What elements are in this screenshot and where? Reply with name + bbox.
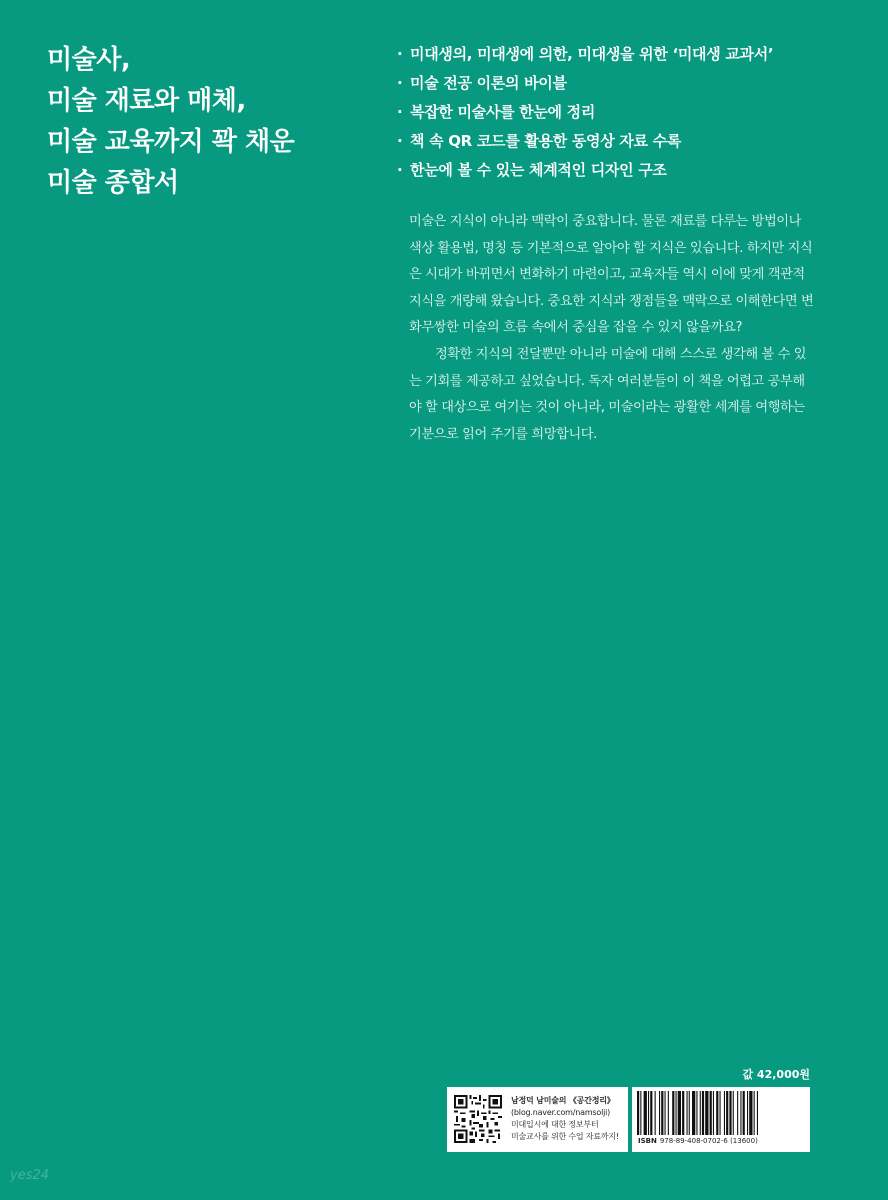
- feature-text: 미대생의, 미대생에 의한, 미대생을 위한 ‘미대생 교과서’: [410, 45, 774, 63]
- blog-info: [511, 1095, 619, 1143]
- feature-text: 책 속 QR 코드를 활용한 동영상 자료 수록: [410, 132, 682, 150]
- isbn-label: ISBN: [638, 1137, 657, 1145]
- price-label: 값 42,000원: [742, 1068, 810, 1081]
- isbn-number: 978-89-408-0702-6 (13600): [659, 1137, 758, 1145]
- bullet-marker: ·: [397, 103, 403, 121]
- headline-line: 미술 종합서: [47, 168, 179, 198]
- feature-text: 한눈에 볼 수 있는 체계적인 디자인 구조: [410, 161, 667, 179]
- blog-desc-2: 미술교사를 위한 수업 자료까지!: [511, 1132, 619, 1141]
- isbn-line: [638, 1137, 758, 1145]
- feature-text: 복잡한 미술사를 한눈에 정리: [410, 103, 596, 121]
- blog-name: 남정덕 남미술의 《공간정리》: [511, 1096, 615, 1105]
- feature-item: [397, 69, 773, 98]
- headline: [47, 40, 294, 204]
- qr-code-icon[interactable]: [454, 1095, 502, 1143]
- blog-desc-1: 미대입시에 대한 정보부터: [511, 1120, 599, 1129]
- headline-line: 미술사,: [47, 45, 131, 75]
- feature-item: [397, 98, 773, 127]
- watermark-logo: yes24: [10, 1168, 50, 1183]
- feature-list: [397, 40, 773, 185]
- barcode-icon: [637, 1091, 805, 1135]
- blog-url[interactable]: (blog.naver.com/namsolji): [511, 1108, 611, 1117]
- qr-info-box: [447, 1087, 628, 1152]
- feature-item: [397, 127, 773, 156]
- bullet-marker: ·: [397, 74, 403, 92]
- bullet-marker: ·: [397, 45, 403, 63]
- description-paragraph: 정확한 지식의 전달뿐만 아니라 미술에 대해 스스로 생각해 볼 수 있는 기회를 제공하고 싶었습니다. 독자 여러분들이 이 책을 어렵고 공부해야 할 대상으로 여기는 것이 아니라, 미술이라는 광활한 세계를 여행하는 기분으로 읽어 주기를 희망합니다.: [409, 346, 807, 442]
- feature-item: [397, 40, 773, 69]
- headline-line: 미술 교육까지 꽉 채운: [47, 127, 295, 157]
- feature-text: 미술 전공 이론의 바이블: [410, 74, 567, 92]
- feature-item: [397, 156, 773, 185]
- description-paragraph: 미술은 지식이 아니라 맥락이 중요합니다. 물론 재료를 다루는 방법이나 색상 활용법, 명칭 등 기본적으로 알아야 할 지식은 있습니다. 하지만 지식은 시대가 바뀌면서 변화하기 마련이고, 교육자들 역시 이에 맞게 객관적 지식을 개량해 왔습니다. 중요한 지식과 쟁점들을 맥락으로 이해한다면 변화무쌍한 미술의 흐름 속에서 중심을 잡을 수 있지 않을까요?: [409, 214, 814, 336]
- barcode-box: [632, 1087, 810, 1152]
- headline-line: 미술 재료와 매체,: [47, 86, 246, 116]
- bullet-marker: ·: [397, 132, 403, 150]
- description: [409, 209, 814, 448]
- bullet-marker: ·: [397, 161, 403, 179]
